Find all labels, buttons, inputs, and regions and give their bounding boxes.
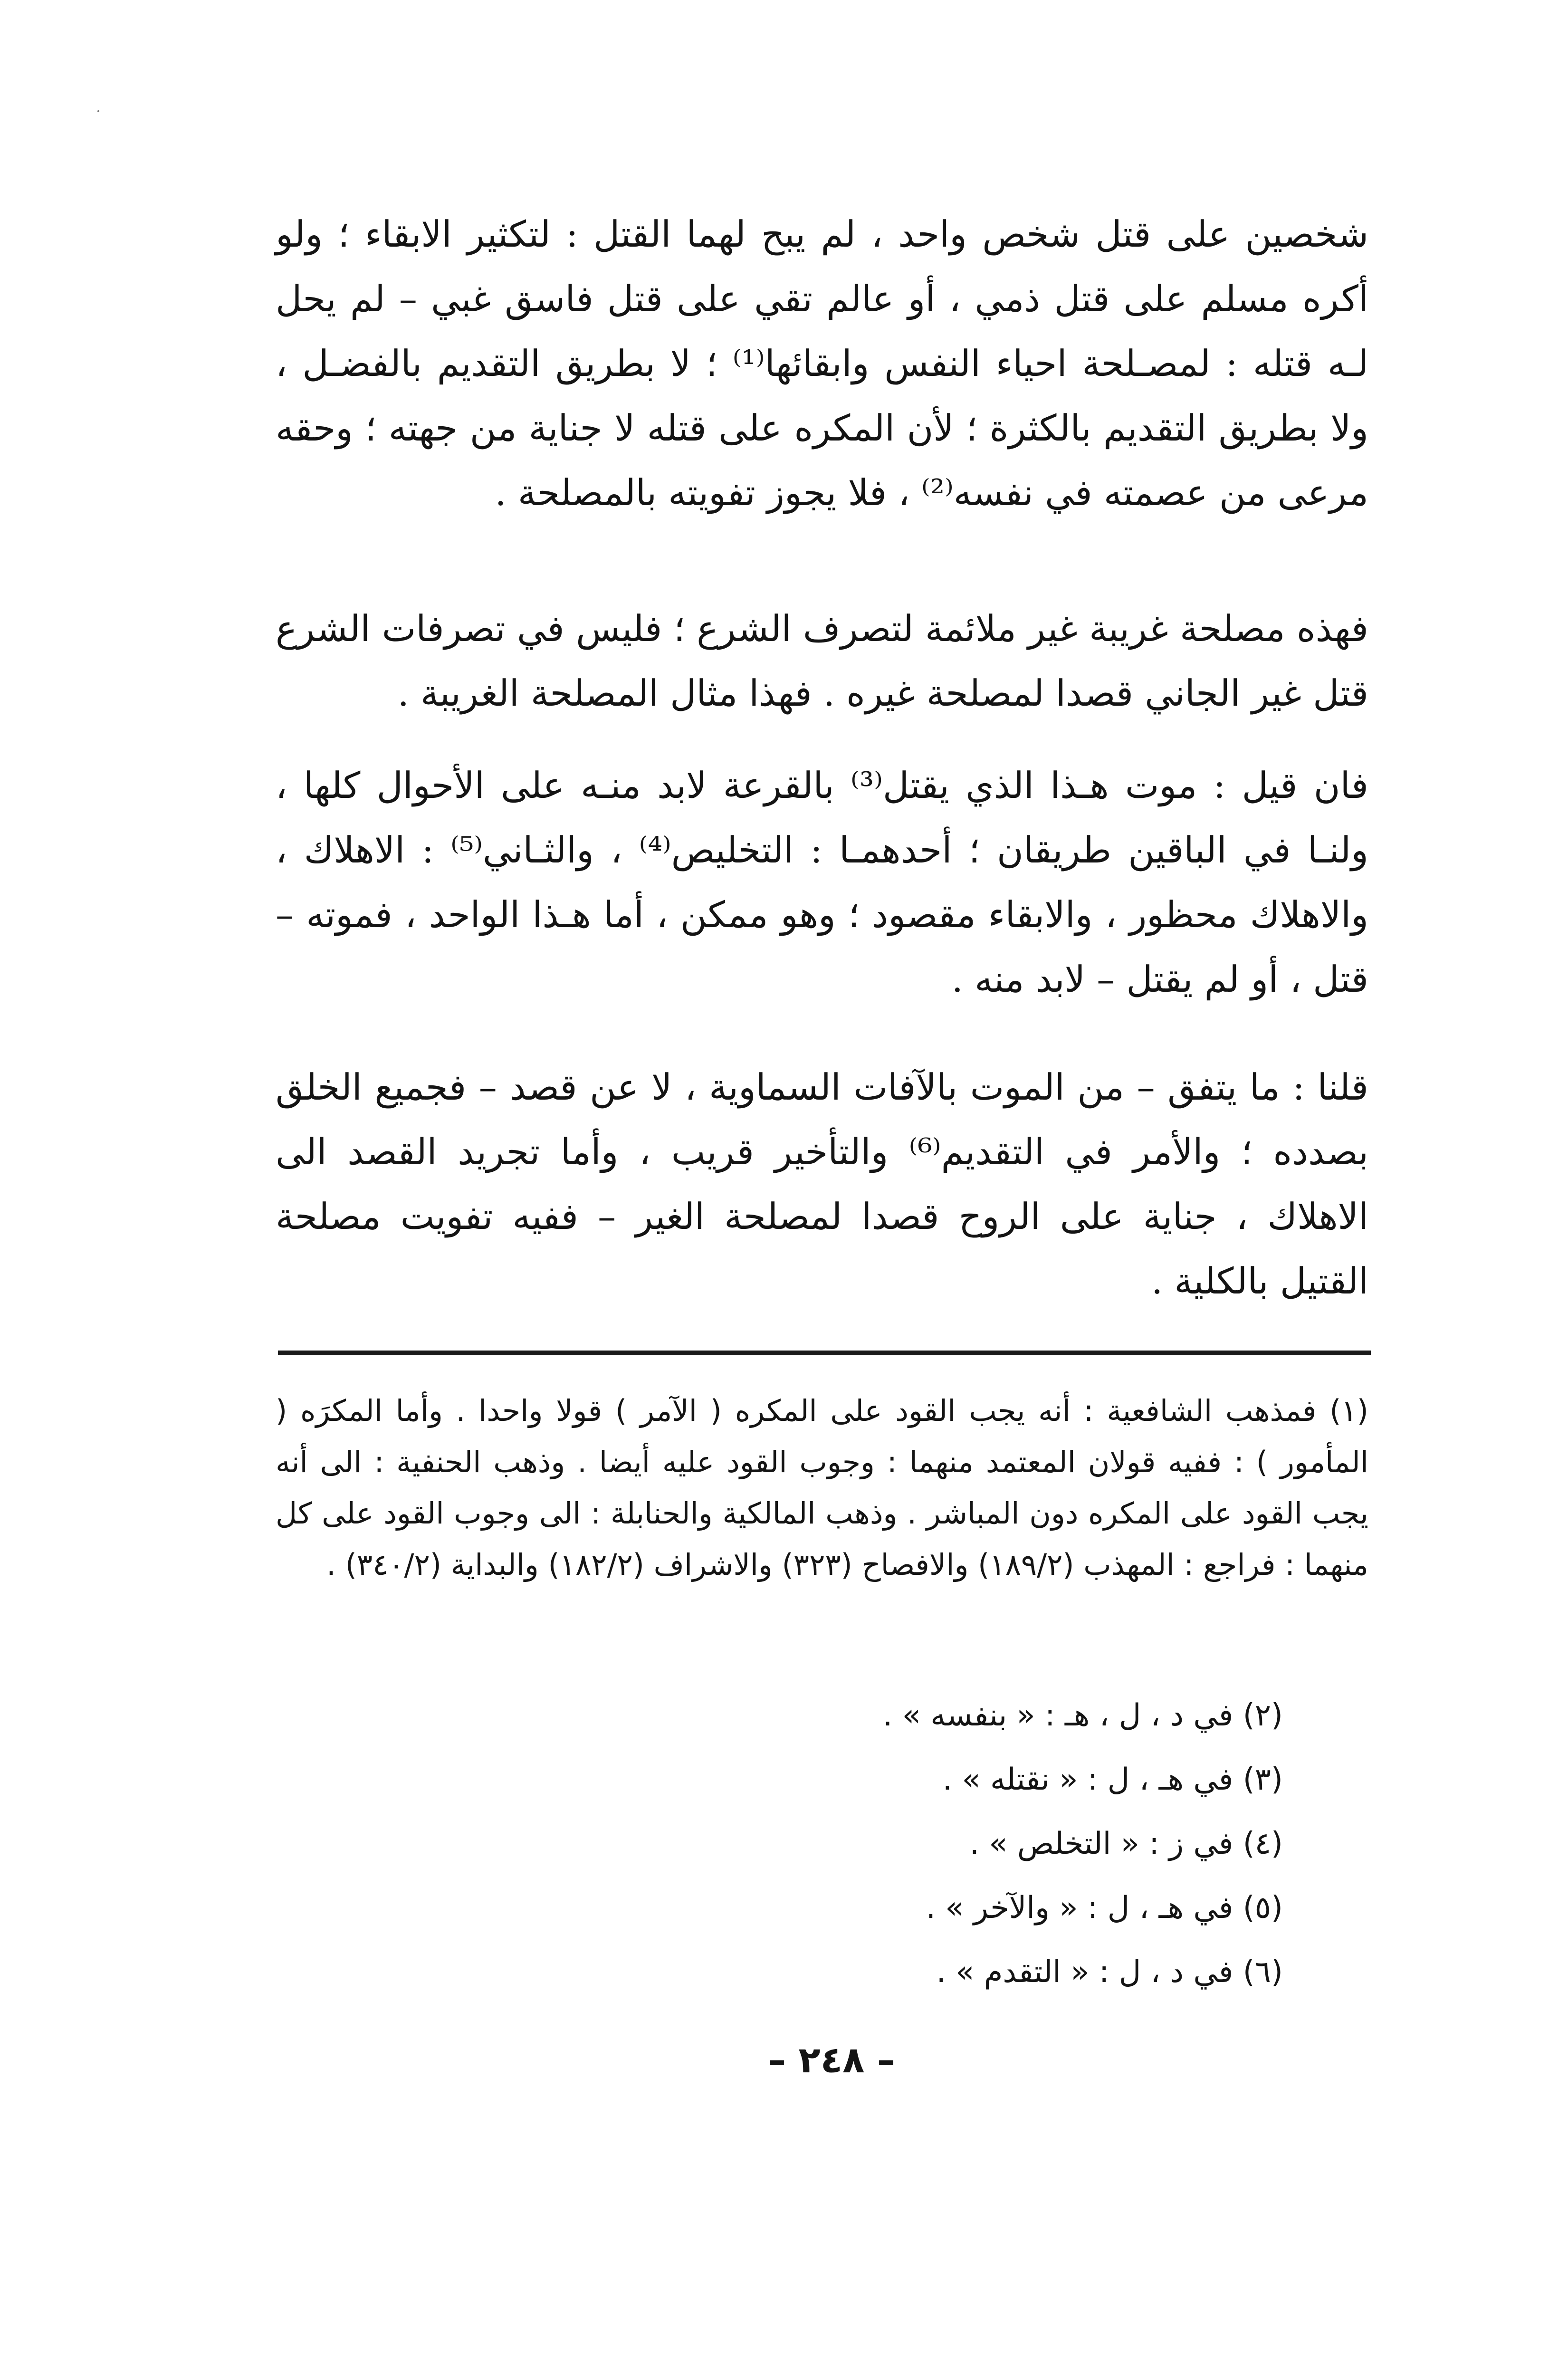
footnote-4: (٤) في ز : « التخلص » .	[969, 1826, 1283, 1861]
footnote-2: (٢) في د ، ل ، هـ : « بنفسه » .	[883, 1698, 1283, 1733]
footnote-6: (٦) في د ، ل : « التقدم » .	[936, 1954, 1283, 1990]
footnote-3: (٣) في هـ ، ل : « نقتله » .	[942, 1762, 1283, 1797]
body-paragraph-3: فان قيل : موت هـذا الذي يقتل⁽³⁾ بالقرعة لابد منـه على الأحوال كلها ، ولنـا في الباقين طريقان ؛ أحدهمـا : التخليص⁽⁴⁾ ، والثـاني⁽⁵⁾ : الاهلاك ، والاهلاك محظور ، والابقاء مقصود ؛ وهو ممكن ، أما هـذا الواحد ، فموته – قتل ، أو لم يقتل – لابد منه .	[276, 764, 1369, 1000]
footnote-5: (٥) في هـ ، ل : « والآخر » .	[926, 1890, 1283, 1926]
scan-speck	[97, 110, 99, 112]
footnote-1: (١) فمذهب الشافعية : أنه يجب القود على المكره ( الآمر ) قولا واحدا . وأما المكرَه ( المأمور ) : ففيه قولان المعتمد منهما : وجوب القود عليه أيضا . وذهب الحنفية : الى أنه يجب القود على المكره دون المباشر . وذهب المالكية والحنابلة : الى وجوب القود على كل منهما : فراجع : المهذب (١٨٩/٢) والافصاح (٣٢٣) والاشراف (١٨٢/٢) والبداية (٣٤٠/٢) .	[276, 1393, 1368, 1582]
body-paragraph-2: فهذه مصلحة غريبة غير ملائمة لتصرف الشرع ؛ فليس في تصرفات الشرع قتل غير الجاني قصدا لمصلحة غيره . فهذا مثال المصلحة الغريبة .	[276, 607, 1368, 714]
body-paragraph-1: شخصين على قتل شخص واحد ، لم يبح لهما القتل : لتكثير الابقاء ؛ ولو أكره مسلم على قتل ذمي ، أو عالم تقي على قتل فاسق غبي – لم يحل لـه قتله : لمصـلحة احياء النفس وابقائها⁽¹⁾ ؛ لا بطريق التقديم بالفضـل ، ولا بطريق التقديم بالكثرة ؛ لأن المكره على قتله لا جناية من جهته ؛ وحقه مرعى من عصمته في نفسه⁽²⁾ ، فلا يجوز تفويته بالمصلحة .	[276, 213, 1368, 514]
body-paragraph-4: قلنا : ما يتفق – من الموت بالآفات السماوية ، لا عن قصد – فجميع الخلق بصدده ؛ والأمر في التقديم⁽⁶⁾ والتأخير قريب ، وأما تجريد القصد الى الاهلاك ، جناية على الروح قصدا لمصلحة الغير – ففيه تفويت مصلحة القتيل بالكلية .	[276, 1066, 1368, 1302]
footnote-separator	[278, 1351, 1371, 1355]
page-number: – ٢٤٨ –	[767, 2039, 896, 2081]
